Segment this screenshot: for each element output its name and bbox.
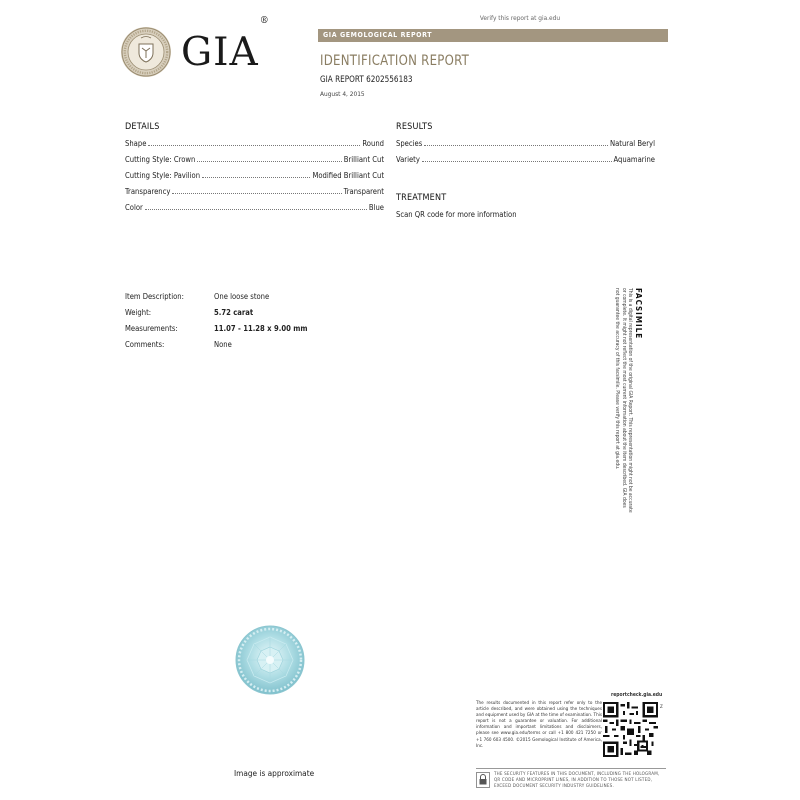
results-row: Species Natural Beryl (396, 139, 655, 148)
qr-id: Z (660, 705, 663, 710)
info-row: Comments: None (125, 340, 232, 349)
gia-logo (120, 15, 270, 78)
report-type: IDENTIFICATION REPORT (320, 53, 470, 69)
info-row: Measurements: 11.07 - 11.28 x 9.00 mm (125, 324, 308, 333)
gia-wordmark: GIA® (181, 15, 270, 75)
image-caption: Image is approximate (234, 768, 315, 778)
verify-link[interactable]: Verify this report at gia.edu (479, 14, 561, 22)
details-row: Transparency Transparent (125, 187, 384, 196)
report-band: GIA GEMOLOGICAL REPORT (318, 29, 668, 42)
report-number: GIA REPORT 6202556183 (320, 75, 413, 85)
security-notice: THE SECURITY FEATURES IN THIS DOCUMENT, INCLUDING THE HOLOGRAM, QR CODE AND MICROPRINT LINES, IN ADDITION TO THOSE NOT LISTED, EXCEED DOCUMENT SECURITY INDUSTRY GUIDELINES. (476, 768, 666, 790)
details-row: Shape Round (125, 139, 384, 148)
qr-url[interactable]: reportcheck.gia.edu (611, 692, 663, 698)
info-row: Item Description: One loose stone (125, 292, 270, 301)
results-title: RESULTS (396, 122, 433, 132)
facsimile-notice: FACSIMILE This is a digital representation of the original GIA Report. This representation might not be accurate or complete. It might not reflect the most current information about the item described. GIA does not guarantee the accuracy of this facsimile. Please verify this report at gia.edu. (614, 288, 643, 513)
disclaimer-text: The results documented in this report refer only to the article described, and were obtained using the techniques and equipment used by GIA at the time of examination. This report is not a guarantee or valuation. For additional information and important limitations and disclaimers, please see www.gia.edu/terms or call +1 800 421 7250 or +1 760 603 4500. ©2015 Gemological Institute of America, Inc. (476, 701, 602, 749)
lock-icon (476, 772, 490, 788)
gia-seal-icon (120, 26, 172, 78)
info-row: Weight: 5.72 carat (125, 308, 254, 317)
results-row: Variety Aquamarine (396, 155, 655, 164)
details-row: Color Blue (125, 203, 384, 212)
treatment-title: TREATMENT (396, 193, 447, 203)
details-row: Cutting Style: Crown Brilliant Cut (125, 155, 384, 164)
gemstone-image (235, 625, 305, 695)
report-date: August 4, 2015 (320, 90, 365, 98)
qr-code-icon[interactable] (603, 702, 658, 757)
treatment-text: Scan QR code for more information (396, 210, 517, 219)
details-title: DETAILS (125, 122, 160, 132)
details-row: Cutting Style: Pavilion Modified Brilliant Cut (125, 171, 384, 180)
